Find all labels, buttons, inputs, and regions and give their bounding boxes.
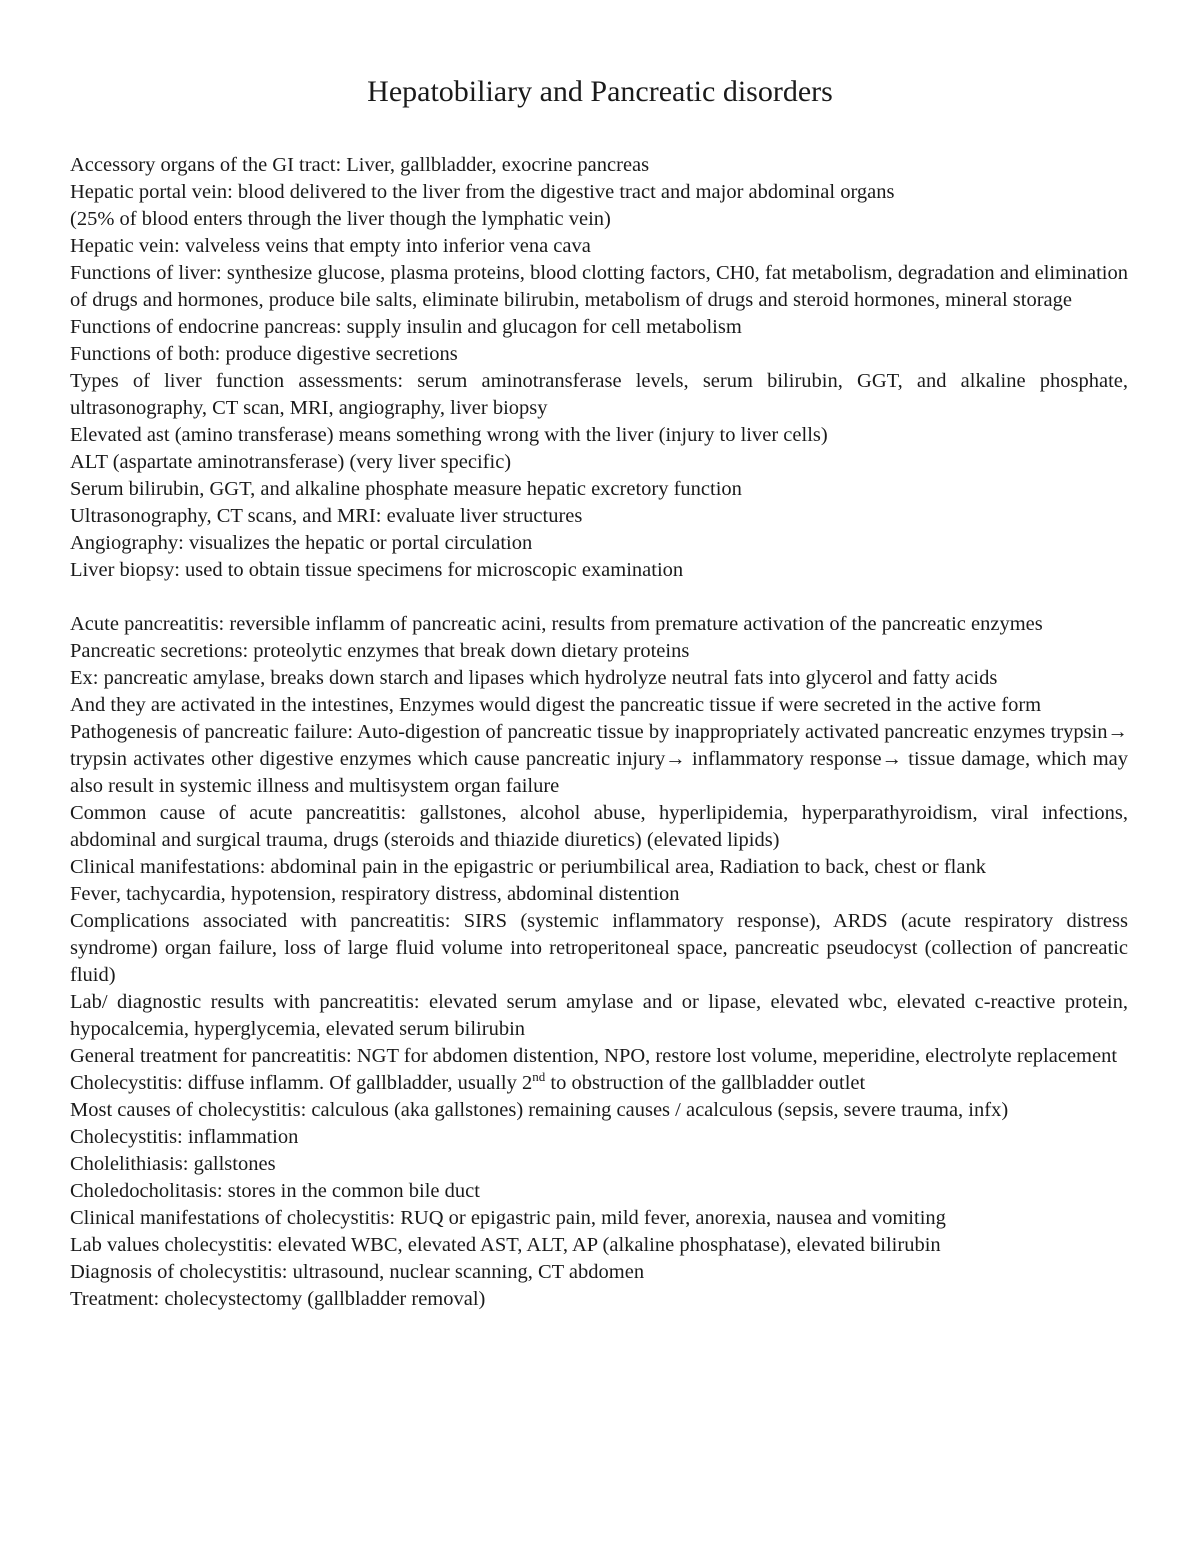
text-line: Diagnosis of cholecystitis: ultrasound, nuclear scanning, CT abdomen	[70, 1261, 645, 1283]
text-line: Ex: pancreatic amylase, breaks down starch and lipases which hydrolyze neutral fats into glycerol and fatty acids	[70, 667, 998, 689]
text-line: Most causes of cholecystitis: calculous (aka gallstones) remaining causes / acalculous (sepsis, severe trauma, infx)	[70, 1099, 1009, 1121]
document-title: Hepatobiliary and Pancreatic disorders	[367, 75, 833, 108]
text-line: Functions of both: produce digestive secretions	[70, 343, 458, 365]
text-line: Treatment: cholecystectomy (gallbladder removal)	[70, 1288, 486, 1310]
text-line: And they are activated in the intestines, Enzymes would digest the pancreatic tissue if were secreted in the active form	[70, 694, 1042, 716]
text-line: Ultrasonography, CT scans, and MRI: evaluate liver structures	[70, 505, 583, 527]
text-line: Cholecystitis: inflammation	[70, 1126, 299, 1148]
text-segment: Cholecystitis: diffuse inflamm. Of gallbladder, usually 2	[70, 1072, 533, 1094]
text-line: Choledocholitasis: stores in the common bile duct	[70, 1180, 480, 1202]
text-line: Pathogenesis of pancreatic failure: Auto-digestion of pancreatic tissue by inappropriately activated pancreatic enzymes trypsin→ trypsin activates other digestive enzymes which cause pancreatic injury→ inflammatory response→ tissue damage, which may also result in systemic illness and multisystem organ failure	[70, 721, 1128, 797]
text-line: Fever, tachycardia, hypotension, respiratory distress, abdominal distention	[70, 883, 680, 905]
text-line: (25% of blood enters through the liver though the lymphatic vein)	[70, 208, 611, 230]
text-line: Functions of endocrine pancreas: supply insulin and glucagon for cell metabolism	[70, 316, 742, 338]
text-line: Lab/ diagnostic results with pancreatitis: elevated serum amylase and or lipase, elevated wbc, elevated c-reactive protein, hypocalcemia, hyperglycemia, elevated serum bilirubin	[70, 991, 1128, 1040]
text-segment: to obstruction of the gallbladder outlet	[545, 1072, 866, 1094]
text-line: Cholelithiasis: gallstones	[70, 1153, 276, 1175]
text-line: Serum bilirubin, GGT, and alkaline phosphate measure hepatic excretory function	[70, 478, 742, 500]
paragraph-gap	[70, 584, 1128, 611]
text-line: Common cause of acute pancreatitis: gallstones, alcohol abuse, hyperlipidemia, hyperparathyroidism, viral infections, abdominal and surgical trauma, drugs (steroids and thiazide diuretics) (elevated lipids)	[70, 802, 1128, 851]
text-line: Types of liver function assessments: serum aminotransferase levels, serum bilirubin, GGT, and alkaline phosphate, ultrasonography, CT scan, MRI, angiography, liver biopsy	[70, 370, 1128, 419]
text-line: Accessory organs of the GI tract: Liver, gallbladder, exocrine pancreas	[70, 154, 650, 176]
text-line: Liver biopsy: used to obtain tissue specimens for microscopic examination	[70, 559, 684, 581]
text-line: Hepatic vein: valveless veins that empty into inferior vena cava	[70, 235, 591, 257]
text-line: Functions of liver: synthesize glucose, plasma proteins, blood clotting factors, CH0, fat metabolism, degradation and elimination of drugs and hormones, produce bile salts, eliminate bilirubin, metabolism of drugs and steroid hormones, mineral storage	[70, 262, 1128, 311]
text-line: Hepatic portal vein: blood delivered to the liver from the digestive tract and major abdominal organs	[70, 181, 895, 203]
text-line: Angiography: visualizes the hepatic or portal circulation	[70, 532, 533, 554]
text-line: ALT (aspartate aminotransferase) (very liver specific)	[70, 451, 512, 473]
text-line: General treatment for pancreatitis: NGT for abdomen distention, NPO, restore lost volume, meperidine, electrolyte replacement	[70, 1045, 1118, 1067]
superscript: nd	[532, 1069, 546, 1085]
text-line-cholecystitis	[70, 1070, 1128, 1097]
text-line: Acute pancreatitis: reversible inflamm of pancreatic acini, results from premature activation of the pancreatic enzymes	[70, 613, 1043, 635]
text-line: Pancreatic secretions: proteolytic enzymes that break down dietary proteins	[70, 640, 690, 662]
text-line: Elevated ast (amino transferase) means something wrong with the liver (injury to liver cells)	[70, 424, 828, 446]
document-body	[70, 152, 1128, 1313]
text-line: Clinical manifestations: abdominal pain in the epigastric or periumbilical area, Radiation to back, chest or flank	[70, 856, 986, 878]
text-line: Clinical manifestations of cholecystitis: RUQ or epigastric pain, mild fever, anorexia, nausea and vomiting	[70, 1207, 946, 1229]
text-line: Lab values cholecystitis: elevated WBC, elevated AST, ALT, AP (alkaline phosphatase), elevated bilirubin	[70, 1234, 941, 1256]
text-line: Complications associated with pancreatitis: SIRS (systemic inflammatory response), ARDS (acute respiratory distress syndrome) organ failure, loss of large fluid volume into retroperitoneal space, pancreatic pseudocyst (collection of pancreatic fluid)	[70, 910, 1128, 986]
